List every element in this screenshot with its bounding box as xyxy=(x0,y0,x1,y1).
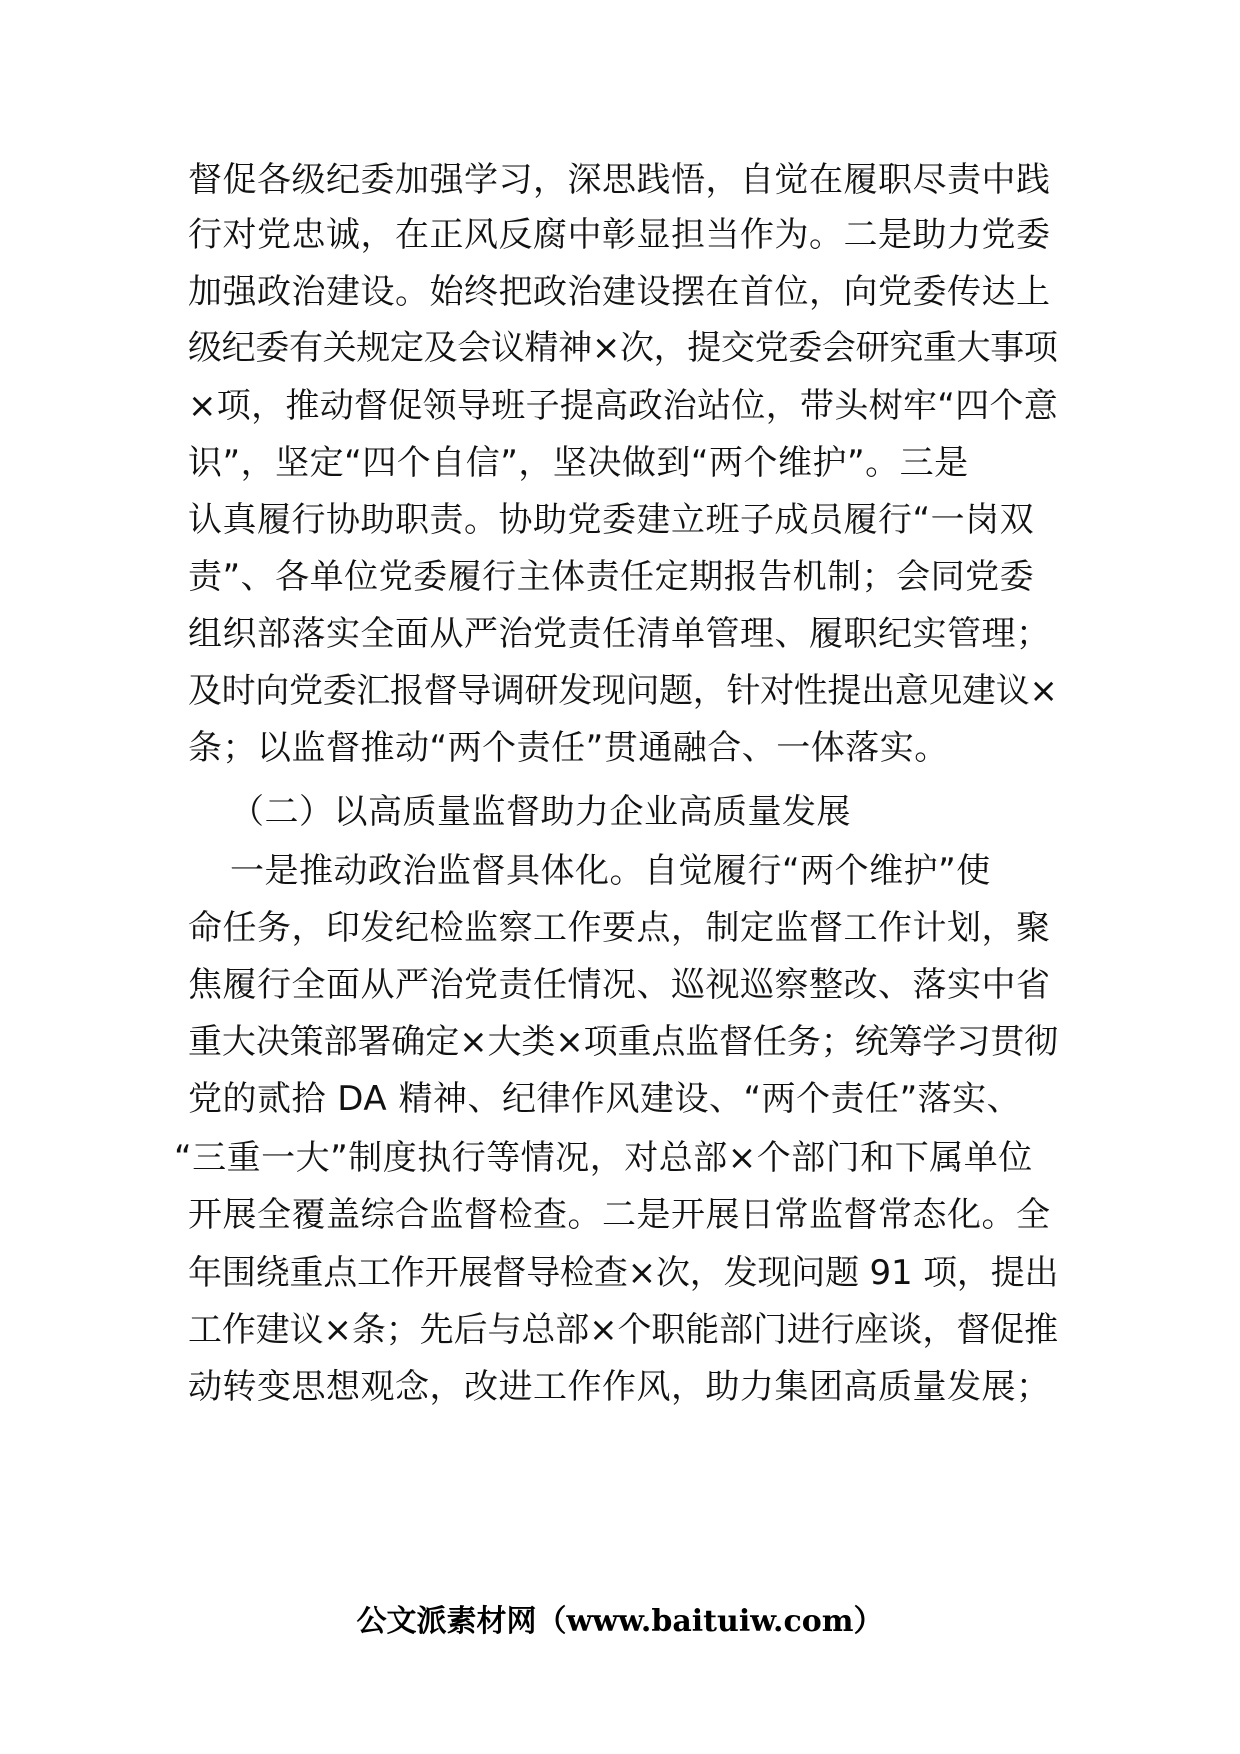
text-line: 认真履行协助职责。协助党委建立班子成员履行“一岗双 xyxy=(188,500,1035,540)
text-line: 及时向党委汇报督导调研发现问题，针对性提出意见建议× xyxy=(188,671,1058,711)
text-line: 加强政治建设。始终把政治建设摆在首位，向党委传达上 xyxy=(188,272,1051,312)
text-line: 责”、各单位党委履行主体责任定期报告机制；会同党委 xyxy=(188,557,1035,597)
text-line: 组织部落实全面从严治党责任清单管理、履职纪实管理； xyxy=(188,614,1051,654)
text-line: 级纪委有关规定及会议精神×次，提交党委会研究重大事项 xyxy=(188,328,1058,368)
footer-watermark: 公文派素材网（www.baituiw.com） xyxy=(356,1604,884,1639)
text-line: 党的贰拾 DA 精神、纪律作风建设、“两个责任”落实、 xyxy=(188,1079,1022,1119)
text-line: 识”，坚定“四个自信”，坚决做到“两个维护”。三是 xyxy=(188,443,969,483)
text-line: “三重一大”制度执行等情况，对总部×个部门和下属单位 xyxy=(174,1138,1033,1178)
text-line: 年围绕重点工作开展督导检查×次，发现问题 91 项，提出 xyxy=(188,1253,1059,1293)
text-line: 重大决策部署确定×大类×项重点监督任务；统筹学习贯彻 xyxy=(188,1022,1058,1062)
text-line: 条；以监督推动“两个责任”贯通融合、一体落实。 xyxy=(188,728,949,768)
text-line: 动转变思想观念，改进工作作风，助力集团高质量发展； xyxy=(188,1367,1051,1407)
text-line: ×项，推动督促领导班子提高政治站位，带头树牢“四个意 xyxy=(188,386,1059,426)
text-line: 行对党忠诚，在正风反腐中彰显担当作为。二是助力党委 xyxy=(188,215,1051,255)
text-line: 焦履行全面从严治党责任情况、巡视巡察整改、落实中省 xyxy=(188,965,1051,1005)
text-line: 命任务，印发纪检监察工作要点，制定监督工作计划，聚 xyxy=(188,908,1051,948)
text-line: 督促各级纪委加强学习，深思践悟，自觉在履职尽责中践 xyxy=(188,160,1051,200)
text-line: 开展全覆盖综合监督检查。二是开展日常监督常态化。全 xyxy=(188,1195,1051,1235)
section-heading: （二）以高质量监督助力企业高质量发展 xyxy=(230,792,851,832)
text-line: 工作建议×条；先后与总部×个职能部门进行座谈，督促推 xyxy=(188,1310,1058,1350)
text-line: 一是推动政治监督具体化。自觉履行“两个维护”使 xyxy=(230,851,991,891)
